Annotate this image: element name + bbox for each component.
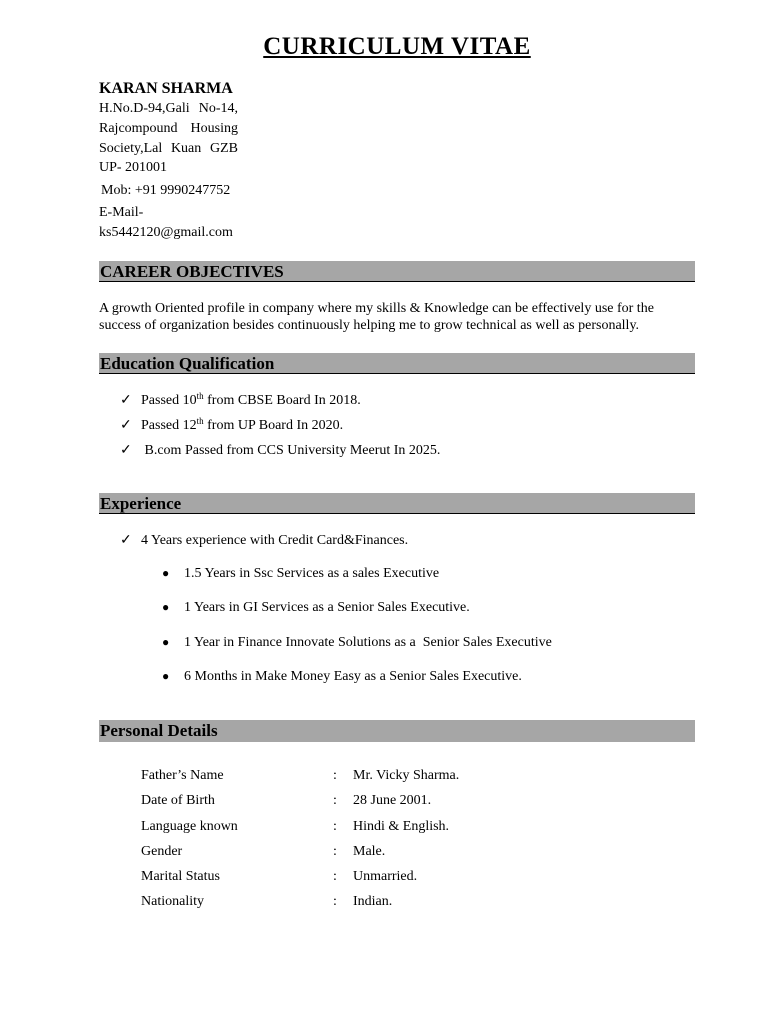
address-line: Society,Lal Kuan GZB [99, 141, 238, 156]
personal-label: Marital Status [141, 869, 220, 884]
education-item: ✓ B.com Passed from CCS University Meerut In 2025. [120, 443, 441, 458]
bullet-icon: ● [162, 600, 170, 614]
bullet-icon: ● [162, 566, 170, 580]
separator: : [333, 869, 337, 884]
address-line: H.No.D-94,Gali No-14, [99, 101, 238, 116]
personal-value: Male. [353, 844, 386, 859]
section-heading-experience: Experience [99, 493, 695, 514]
personal-label: Language known [141, 819, 238, 834]
separator: : [333, 768, 337, 783]
experience-item: ● 1.5 Years in Ssc Services as a sales Executive [162, 566, 440, 581]
separator: : [333, 819, 337, 834]
email-label: E-Mail- [99, 205, 144, 220]
mobile-number: Mob: +91 9990247752 [101, 183, 231, 198]
education-item: ✓ Passed 10th from CBSE Board In 2018. [120, 391, 361, 408]
section-heading-education: Education Qualification [99, 353, 695, 374]
check-icon: ✓ [120, 418, 132, 433]
address-line: UP- 201001 [99, 160, 168, 175]
email-address: ks5442120@gmail.com [99, 225, 233, 240]
personal-label: Gender [141, 844, 183, 859]
section-heading-personal-details: Personal Details [99, 720, 695, 742]
address-line: Rajcompound Housing [99, 121, 238, 136]
personal-value: Indian. [353, 894, 393, 909]
experience-item: ● 1 Years in GI Services as a Senior Sales Executive. [162, 600, 470, 615]
check-icon: ✓ [120, 393, 132, 408]
candidate-name: KARAN SHARMA [99, 80, 233, 97]
separator: : [333, 894, 337, 909]
section-heading-career-objectives: CAREER OBJECTIVES [99, 261, 695, 282]
bullet-icon: ● [162, 635, 170, 649]
bullet-icon: ● [162, 669, 170, 683]
personal-value: 28 June 2001. [353, 793, 432, 808]
personal-label: Date of Birth [141, 793, 215, 808]
experience-item: ● 1 Year in Finance Innovate Solutions as a Senior Sales Executive [162, 635, 552, 650]
personal-value: Mr. Vicky Sharma. [353, 768, 460, 783]
personal-value: Hindi & English. [353, 819, 450, 834]
career-objective-text: A growth Oriented profile in company where my skills & Knowledge can be effectively use for the success of organization besides continuously helping me to grow technical as well as personally. [99, 301, 654, 333]
experience-item: ● 6 Months in Make Money Easy as a Senior Sales Executive. [162, 669, 522, 684]
document-title: CURRICULUM VITAE [263, 33, 531, 60]
personal-label: Nationality [141, 894, 204, 909]
education-item: ✓ Passed 12th from UP Board In 2020. [120, 416, 344, 433]
personal-label: Father’s Name [141, 768, 224, 783]
separator: : [333, 844, 337, 859]
separator: : [333, 793, 337, 808]
experience-summary: ✓ 4 Years experience with Credit Card&Finances. [120, 533, 409, 548]
check-icon: ✓ [120, 533, 132, 548]
personal-value: Unmarried. [353, 869, 418, 884]
check-icon: ✓ [120, 443, 132, 458]
